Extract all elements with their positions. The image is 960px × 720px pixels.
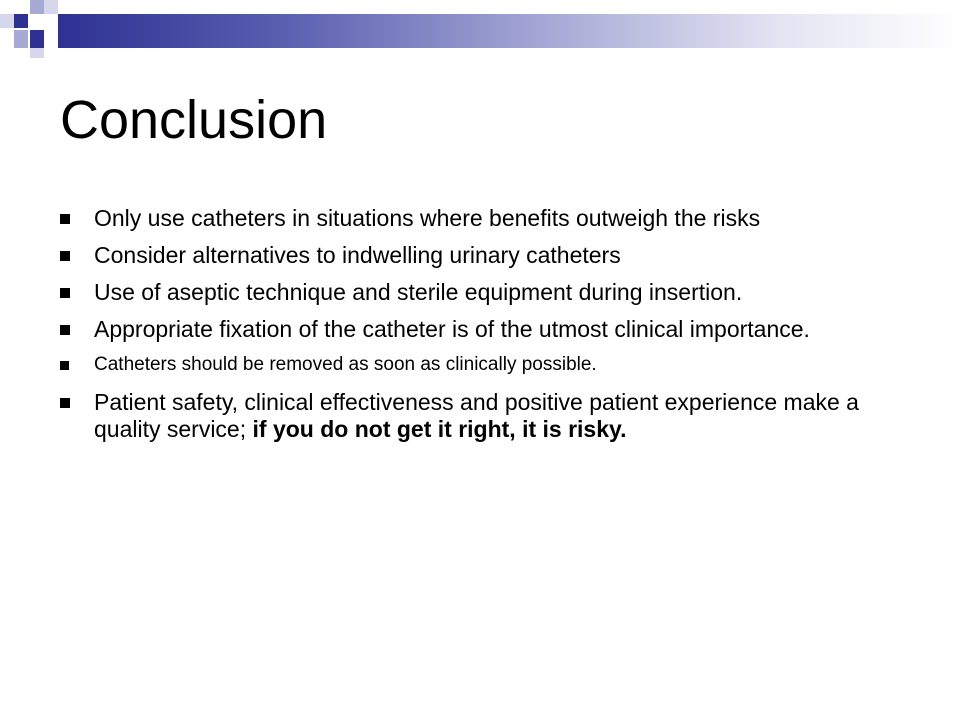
bullet-text: Consider alternatives to indwelling urinary catheters	[94, 242, 621, 268]
bullet-text: Patient safety, clinical effectiveness and positive patient experience make a quality service;	[94, 389, 859, 442]
square-bullet-icon	[60, 251, 70, 261]
deco-square-2	[30, 0, 44, 14]
deco-square-7	[0, 14, 14, 28]
bullet-item	[60, 205, 900, 232]
deco-square-6	[30, 48, 44, 58]
deco-square-4	[14, 30, 28, 48]
header-gradient-bar	[58, 14, 960, 48]
bullet-emphasis: if you do not get it right, it is risky.	[252, 416, 627, 442]
slide-title: Conclusion	[60, 90, 328, 150]
bullet-text: Only use catheters in situations where benefits outweigh the risks	[94, 205, 761, 231]
deco-square-3	[44, 0, 58, 14]
decorative-header	[0, 0, 960, 60]
deco-square-1	[14, 14, 28, 28]
square-bullet-icon	[60, 361, 69, 370]
deco-square-5	[30, 30, 44, 48]
square-bullet-icon	[60, 398, 70, 408]
bullet-item	[60, 389, 900, 443]
bullet-item	[60, 242, 900, 269]
bullet-list	[60, 205, 900, 453]
bullet-text: Use of aseptic technique and sterile equipment during insertion.	[94, 279, 743, 305]
square-bullet-icon	[60, 214, 70, 224]
bullet-text: Catheters should be removed as soon as clinically possible.	[94, 354, 597, 375]
bullet-text: Appropriate fixation of the catheter is of the utmost clinical importance.	[94, 316, 810, 342]
square-bullet-icon	[60, 325, 70, 335]
bullet-item	[60, 279, 900, 306]
bullet-item	[60, 316, 900, 343]
square-bullet-icon	[60, 288, 70, 298]
bullet-item	[60, 353, 900, 377]
